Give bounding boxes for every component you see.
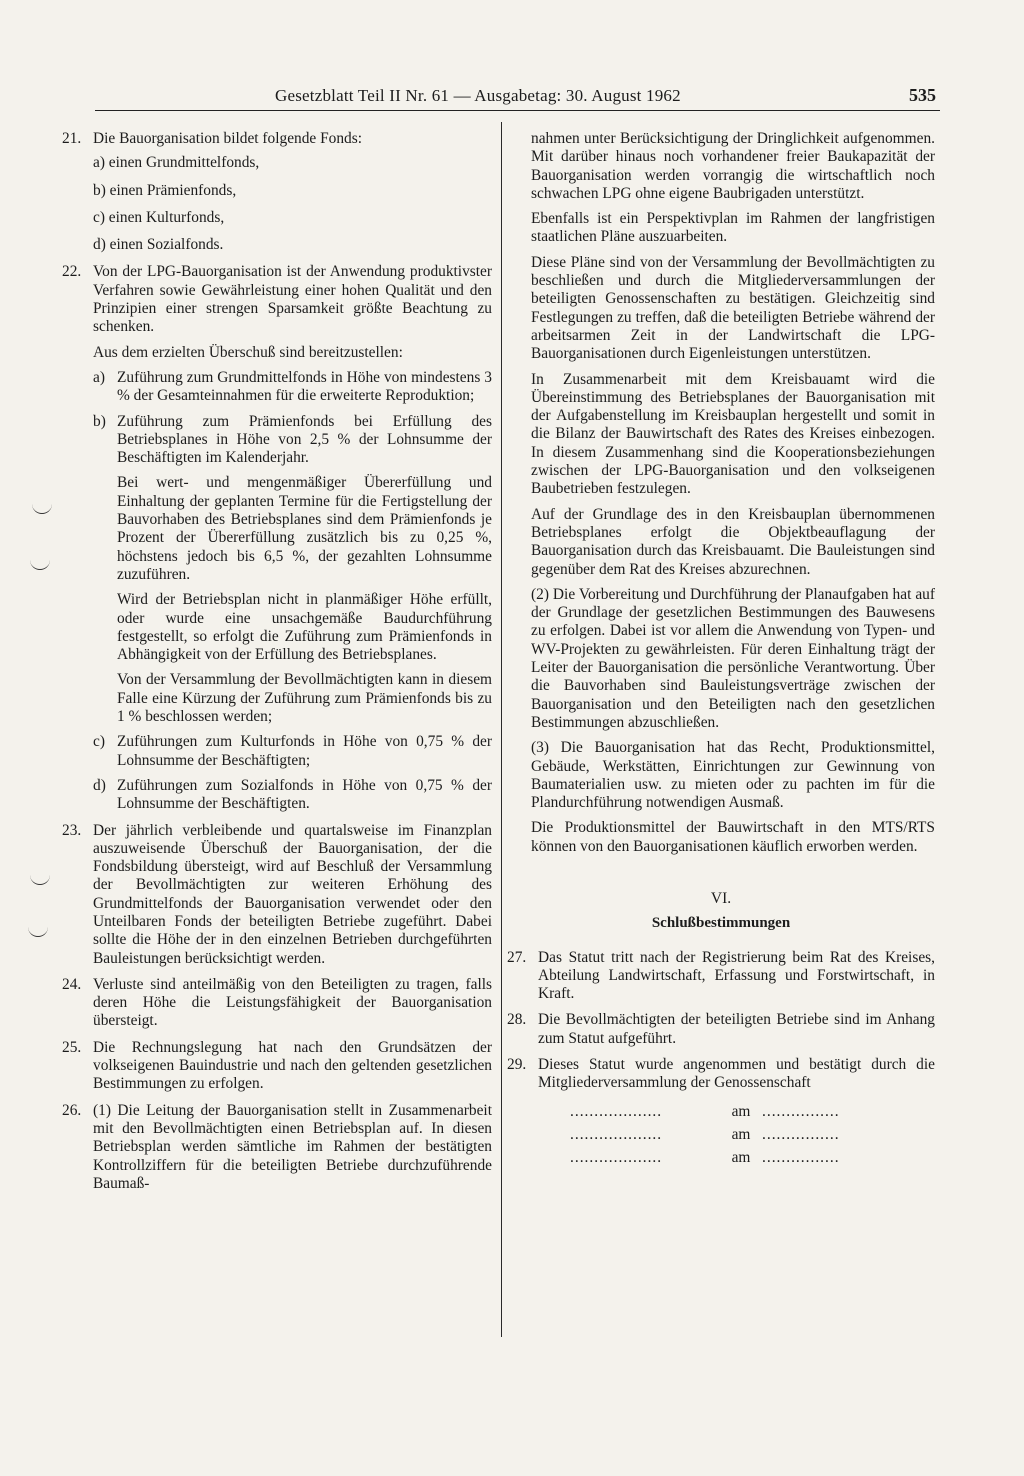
- signature-line: [537, 1149, 935, 1167]
- page-number: 535: [909, 85, 936, 105]
- section-text: Das Statut tritt nach der Registrierung beim Rat des Kreises, Abteilung Landwirtschaft, Erfassung und Forstwirtschaft, in Kraft.: [538, 948, 935, 1003]
- subitem-label: a): [93, 368, 105, 386]
- section-text: Die Rechnungslegung hat nach den Grundsätzen der volkseigenen Bauindustrie und nach den geltenden gesetzlichen Bestimmungen zu erfolgen.: [93, 1038, 492, 1093]
- signature-am: am: [731, 1102, 751, 1120]
- paragraph: Ebenfalls ist ein Perspektivplan im Rahmen der langfristigen staatlichen Pläne auszuarbeiten.: [531, 210, 935, 246]
- list-item: b) einen Prämienfonds,: [93, 181, 237, 199]
- section-24: [62, 976, 492, 1031]
- page-header: [95, 86, 940, 111]
- paragraph: (3) Die Bauorganisation hat das Recht, Produktionsmittel, Gebäude, Werkstätten, Einrichtungen zur Gewinnung von Baumaterialien usw. zu mieten oder zu pachten im für die Plandurchführung notwendigen Ausmaß.: [531, 739, 935, 812]
- section-text: Verluste sind anteilmäßig von den Beteiligten zu tragen, falls deren Höhe die Leistungsfähigkeit der Bauorganisation übersteigt.: [93, 975, 492, 1030]
- subitem-text: Zuführungen zum Kulturfonds in Höhe von 0,75 % der Lohnsumme der Beschäftigten;: [117, 733, 492, 769]
- section-26: [62, 1102, 492, 1193]
- date-dots: ................: [762, 1102, 840, 1120]
- section-number: 26.: [62, 1101, 82, 1119]
- paragraph: In Zusammenarbeit mit dem Kreisbauamt wird die Übereinstimmung des Betriebsplanes der Bauorganisation mit der Aufgabenstellung im Kreisbauplan hergestellt und somit in die Bilanz der Bauwirtschaft des Rates des Kreises einbezogen. In diesem Zusammenhang sind die Kooperationsbeziehungen zwischen der LPG-Bauorganisation und den volkseigenen Baubetrieben festzulegen.: [531, 370, 935, 498]
- section-number: 25.: [62, 1038, 82, 1056]
- section-text: Von der LPG-Bauorganisation ist der Anwendung produktivster Verfahren sowie Gewährleistung einer hohen Qualität und den Prinzipien einer strengen Sparsamkeit größte Beachtung zu schenken.: [93, 263, 492, 336]
- signature-am: am: [731, 1149, 751, 1167]
- margin-check-mark: [32, 503, 52, 514]
- section-number: 29.: [507, 1056, 527, 1074]
- subitem-d: [93, 777, 492, 814]
- date-dots: ................: [762, 1149, 840, 1167]
- subitem-label: c): [93, 733, 105, 751]
- signature-am: am: [731, 1125, 751, 1143]
- section-29: [507, 1056, 935, 1093]
- signature-block: [507, 1103, 935, 1168]
- paragraph: nahmen unter Berücksichtigung der Dringlichkeit aufgenommen. Mit darüber hinaus noch vorhandener freier Baukapazität der Bauorganisation werden vorrangig die wirtschaftlich noch schwachen LPG ohne eigene Baubrigaden unterstützt.: [531, 130, 935, 202]
- list-item: c) einen Kulturfonds,: [93, 208, 225, 226]
- section-21: [62, 130, 492, 254]
- signature-line: [537, 1103, 935, 1121]
- section-number: 21.: [62, 130, 82, 147]
- section-heading-number: VI.: [710, 889, 732, 907]
- margin-check-mark: [30, 559, 50, 570]
- signature-dots: ...................: [570, 1102, 663, 1120]
- paragraph: Diese Pläne sind von der Versammlung der Bevollmächtigten zu beschließen und durch die Mitgliederversammlungen der beteiligten Genossenschaften zu bestätigen. Gleichzeitig sind Festlegungen zu treffen, daß die beteiligten Betriebe während der arbeitsarmen Zeit in der Landwirtschaft die LPG-Bauorganisationen durch Eigenleistungen unterstützen.: [531, 253, 935, 363]
- subitem-label: d): [93, 776, 106, 794]
- section-text: (1) Die Leitung der Bauorganisation stellt in Zusammenarbeit mit den Bevollmächtigten einen Betriebsplan auf. In diesen Betriebsplan werden sämtliche im Rahmen der bestätigten Kontrollziffern für die beteiligten Betriebe durchzuführende Baumaß-: [93, 1101, 492, 1192]
- signature-dots: ...................: [570, 1125, 663, 1143]
- subitem-label: b): [93, 412, 106, 430]
- subitem-paragraph: Wird der Betriebsplan nicht in planmäßiger Höhe erfüllt, oder wurde eine unsachgemäße Baudurchführung festgestellt, so erfolgt die Zuführung zum Prämienfonds in Abhängigkeit von der Erfüllung des Betriebsplanes.: [117, 591, 492, 664]
- right-column: [507, 130, 935, 1173]
- section-text: Die Bevollmächtigten der beteiligten Betriebe sind im Anhang zum Statut aufgeführt.: [538, 1011, 935, 1047]
- subitem-a: [93, 369, 492, 406]
- left-column: [62, 130, 492, 1201]
- section-text: Dieses Statut wurde angenommen und bestätigt durch die Mitgliederversammlung der Genossenschaft: [538, 1056, 935, 1092]
- paragraph: Auf der Grundlage des in den Kreisbauplan übernommenen Betriebsplanes erfolgt die Objektbeauflagung der Bauorganisation durch das Kreisbauamt. Die Bauleistungen sind gegenüber dem Rat des Kreises abzurechnen.: [531, 505, 935, 578]
- fonds-list: [93, 154, 492, 254]
- subitem-c: [93, 733, 492, 770]
- subitem-text: Zuführung zum Prämienfonds bei Erfüllung des Betriebsplanes in Höhe von 2,5 % der Lohnsumme der Beschäftigten im Kalenderjahr.: [117, 412, 492, 467]
- signature-line: [537, 1126, 935, 1144]
- list-item: d) einen Sozialfonds.: [93, 236, 224, 254]
- section-number: 27.: [507, 948, 527, 966]
- section-number: 24.: [62, 975, 82, 993]
- section-23: [62, 822, 492, 968]
- section-text: Der jährlich verbleibende und quartalsweise im Finanzplan auszuweisende Überschuß der Bauorganisation, der die Fondsbildung übersteigt, wird auf Beschluß der Versammlung der Bevollmächtigten zur weiteren Erhöhung des Grundmittelfonds der Bauorganisation verwendet oder den Unteilbaren Fonds der beteiligten Betriebe zugeführt. Dabei sollte die Höhe der in den einzelnen Betrieben durchgeführten Bauleistungen berücksichtigt werden.: [93, 821, 492, 967]
- margin-check-mark: [30, 874, 50, 885]
- subitem-paragraph: Von der Versammlung der Bevollmächtigten kann in diesem Falle eine Kürzung der Zuführung zum Prämienfonds bis zu 1 % beschlossen werden;: [117, 671, 492, 726]
- date-dots: ................: [762, 1125, 840, 1143]
- section-number: 22.: [62, 263, 82, 281]
- section-28: [507, 1011, 935, 1048]
- list-item: a) einen Grundmittelfonds,: [93, 154, 260, 172]
- subitem-paragraph: Bei wert- und mengenmäßiger Übererfüllung und Einhaltung der geplanten Termine für die Fertigstellung der Bauvorhaben des Betriebsplanes sind dem Prämienfonds je Prozent der Übererfüllung zusätzlich bis zu 0,25 %, höchstens jedoch bis 6,5 %, der gezahlten Lohnsumme zuzuführen.: [117, 474, 492, 583]
- section-number: 28.: [507, 1011, 527, 1029]
- margin-check-mark: [28, 926, 48, 937]
- paragraph: (2) Die Vorbereitung und Durchführung der Planaufgaben hat auf der Grundlage der gesetzlichen Bestimmungen des Bauwesens zu erfolgen. Dabei ist vor allem die Anwendung von Typen- und WV-Projekten zu gewährleisten. Für deren Einhaltung trägt der Leiter der Bauorganisation die persönliche Verantwortung. Über die Bauvorhaben sind Bauleistungsverträge zwischen der Bauorganisation und den Beteiligten nach den gesetzlichen Bestimmungen abzuschließen.: [531, 585, 935, 731]
- paragraph: Die Produktionsmittel der Bauwirtschaft in den MTS/RTS können von den Bauorganisationen käuflich erworben werden.: [531, 819, 935, 855]
- section-number: 23.: [62, 821, 82, 839]
- section-text: Die Bauorganisation bildet folgende Fonds:: [93, 130, 363, 147]
- section-27: [507, 949, 935, 1004]
- subitem-text: Zuführungen zum Sozialfonds in Höhe von 0,75 % der Lohnsumme der Beschäftigten.: [117, 776, 492, 813]
- section-25: [62, 1039, 492, 1094]
- signature-dots: ...................: [570, 1149, 663, 1167]
- subitem-text: Zuführung zum Grundmittelfonds in Höhe von mindestens 3 % der Gesamteinnahmen für die erweiterte Reproduktion;: [117, 368, 492, 405]
- subitem-b: [93, 413, 492, 727]
- header-title: Gesetzblatt Teil II Nr. 61 — Ausgabetag: 30. August 1962: [275, 86, 681, 105]
- column-divider: [501, 122, 502, 1337]
- section-heading-title: Schlußbestimmungen: [651, 915, 791, 932]
- section-intro: Aus dem erzielten Überschuß sind bereitzustellen:: [93, 343, 403, 361]
- section-22: [62, 263, 492, 813]
